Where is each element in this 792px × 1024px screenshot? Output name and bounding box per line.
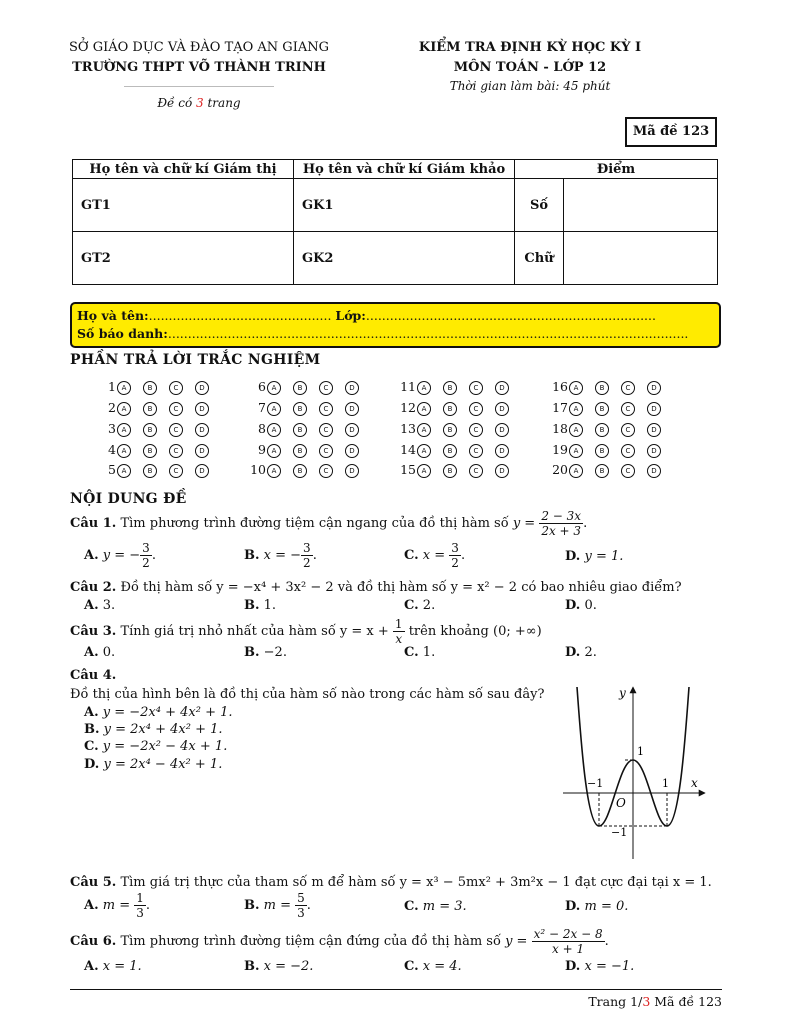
proctor-1-cell[interactable]: GT1 [73, 179, 294, 232]
answer-row-number: 9 [258, 442, 266, 457]
answer-row-number: 3 [108, 421, 116, 436]
q4-option-b[interactable]: B. y = 2x⁴ + 4x² + 1. [84, 722, 223, 737]
answer-row [552, 462, 673, 478]
graph-neg-one-y: −1 [611, 826, 628, 839]
answer-bubble[interactable]: B [293, 444, 307, 458]
answer-row-number: 4 [108, 442, 116, 457]
question-4-label: Câu 4. [70, 668, 117, 683]
answer-bubble[interactable]: A [569, 444, 583, 458]
question-3: Câu 3. Tính giá trị nhỏ nhất của hàm số y = x + $\frac{1}{x}$ trên khoảng (0; +∞) [70, 617, 542, 646]
answer-row [250, 462, 371, 478]
answer-bubble[interactable]: D [647, 464, 661, 478]
answer-bubble[interactable]: A [417, 423, 431, 437]
answer-row-number: 15 [400, 462, 416, 477]
answer-row-number: 16 [552, 379, 568, 394]
exam-subject: MÔN TOÁN - LỚP 12 [453, 60, 607, 75]
graph-x-label: x [691, 776, 698, 790]
answer-bubble[interactable]: D [495, 444, 509, 458]
student-info-box [70, 302, 721, 348]
header-divider [124, 86, 274, 87]
question-6: Câu 6. Tìm phương trình đường tiệm cận đứng của đồ thị hàm số y = $\frac{\text{x² − 2x − 8}}{x + 1}$ . [70, 927, 609, 956]
grader-header: Họ tên và chữ kí Giám khảo [294, 160, 515, 179]
exam-code-box: Mã đề 123 [625, 117, 717, 147]
proctor-2-cell[interactable]: GT2 [73, 232, 294, 285]
answer-row [552, 421, 673, 437]
answer-bubble[interactable]: C [319, 423, 333, 437]
answer-row [400, 462, 521, 478]
answer-bubble[interactable]: A [417, 402, 431, 416]
q1-option-c[interactable]: C. x = $\frac{3}{2}$ . [404, 541, 466, 570]
answer-bubble[interactable]: D [345, 464, 359, 478]
graph-one-y: 1 [637, 745, 644, 758]
question-5: Câu 5. Tìm giá trị thực của tham số m để hàm số y = x³ − 5mx² + 3m²x − 1 đạt cực đại tại x = 1. [70, 875, 712, 890]
answer-bubble[interactable]: D [495, 464, 509, 478]
answer-bubble[interactable]: B [443, 444, 457, 458]
exam-title: KIỂM TRA ĐỊNH KỲ HỌC KỲ I [418, 40, 642, 55]
answer-bubble[interactable]: C [621, 423, 635, 437]
answer-row-number: 18 [552, 421, 568, 436]
answer-row [100, 421, 221, 437]
q1-option-a[interactable]: A. y = − $\frac{3}{2}$ . [84, 541, 156, 570]
answer-bubble[interactable]: C [319, 402, 333, 416]
answer-bubble[interactable]: A [569, 402, 583, 416]
school-name: TRƯỜNG THPT VÕ THÀNH TRINH [72, 60, 326, 75]
q4-option-c[interactable]: C. y = −2x² − 4x + 1. [84, 739, 228, 754]
answer-bubble[interactable]: B [595, 423, 609, 437]
answer-row-number: 8 [258, 421, 266, 436]
answer-bubble[interactable]: A [417, 381, 431, 395]
answer-row-number: 12 [400, 400, 416, 415]
answer-row [250, 442, 371, 458]
answer-bubble[interactable]: B [143, 444, 157, 458]
q6-option-c[interactable]: C. x = 4. [404, 959, 462, 974]
answer-bubble[interactable]: D [345, 423, 359, 437]
answer-bubble[interactable]: A [117, 381, 131, 395]
answer-row [250, 421, 371, 437]
answer-bubble[interactable]: C [469, 444, 483, 458]
exam-duration: Thời gian làm bài: 45 phút [449, 79, 611, 93]
answer-bubble[interactable]: A [267, 381, 281, 395]
q4-option-a[interactable]: A. y = −2x⁴ + 4x² + 1. [84, 705, 233, 720]
answer-bubble[interactable]: C [169, 381, 183, 395]
answer-bubble[interactable]: C [469, 402, 483, 416]
answer-bubble[interactable]: A [569, 423, 583, 437]
answer-bubble[interactable]: B [595, 402, 609, 416]
q6-option-d[interactable]: D. x = −1. [565, 959, 635, 974]
q5-option-b[interactable]: B. m = $\frac{5}{3}$ . [244, 891, 311, 920]
grader-2-cell[interactable]: GK2 [294, 232, 515, 285]
answer-bubble[interactable]: D [345, 402, 359, 416]
answer-bubble[interactable]: D [195, 444, 209, 458]
q6-option-b[interactable]: B. x = −2. [244, 959, 314, 974]
student-name-row[interactable]: Họ và tên:.............................................. Lớp:......................................................................... [77, 308, 656, 323]
answer-row [100, 379, 221, 395]
footer-divider [70, 989, 722, 990]
answer-row-number: 5 [108, 462, 116, 477]
graph-neg-one-x: −1 [587, 777, 604, 790]
answer-bubble[interactable]: C [621, 444, 635, 458]
answer-bubble[interactable]: B [143, 464, 157, 478]
answer-row [100, 400, 221, 416]
answer-row [100, 462, 221, 478]
answer-bubble[interactable]: D [345, 444, 359, 458]
answer-bubble[interactable]: D [195, 464, 209, 478]
q5-option-c[interactable]: C. m = 3. [404, 899, 467, 914]
answer-bubble[interactable]: A [117, 423, 131, 437]
content-section-title: NỘI DUNG ĐỀ [70, 491, 187, 507]
answer-row-number: 19 [552, 442, 568, 457]
score-number-cell[interactable] [564, 179, 718, 232]
answer-bubble[interactable]: B [293, 402, 307, 416]
score-number-label: Số [515, 179, 564, 232]
q4-option-d[interactable]: D. y = 2x⁴ − 4x² + 1. [84, 757, 223, 772]
answer-row-number: 13 [400, 421, 416, 436]
answer-row [100, 442, 221, 458]
answer-bubble[interactable]: C [319, 444, 333, 458]
answer-bubble[interactable]: B [143, 402, 157, 416]
page-footer: Trang 1/3 Mã đề 123 [588, 994, 722, 1009]
answer-row [552, 400, 673, 416]
answer-bubble[interactable]: C [621, 381, 635, 395]
answer-bubble[interactable]: D [495, 402, 509, 416]
answer-bubble[interactable]: B [143, 381, 157, 395]
page-count: Đề có 3 trang [157, 96, 241, 110]
answer-bubble[interactable]: D [647, 381, 661, 395]
answer-bubble[interactable]: D [195, 381, 209, 395]
answer-bubble[interactable]: B [443, 423, 457, 437]
answer-bubble[interactable]: B [293, 423, 307, 437]
answer-bubble[interactable]: C [169, 464, 183, 478]
answer-bubble[interactable]: A [569, 464, 583, 478]
answer-bubble[interactable]: B [443, 402, 457, 416]
answer-bubble[interactable]: A [417, 464, 431, 478]
answer-row-number: 11 [400, 379, 416, 394]
answer-bubble[interactable]: C [621, 402, 635, 416]
answer-bubble[interactable]: A [417, 444, 431, 458]
q2-option-a[interactable]: A. 3. [84, 598, 116, 613]
q1-option-d[interactable]: D. y = 1. [565, 549, 624, 564]
answer-row-number: 20 [552, 462, 568, 477]
answer-bubble[interactable]: C [621, 464, 635, 478]
answer-bubble[interactable]: B [443, 464, 457, 478]
answer-bubble[interactable]: A [267, 464, 281, 478]
answer-row-number: 17 [552, 400, 568, 415]
answer-bubble[interactable]: A [267, 444, 281, 458]
q3-option-a[interactable]: A. 0. [84, 645, 116, 660]
question-1: Câu 1. Tìm phương trình đường tiệm cận ngang của đồ thị hàm số y = $\frac{2 - 3x}{2x + 3}$ . [70, 509, 588, 538]
q2-option-b[interactable]: B. 1. [244, 598, 277, 613]
answer-section-title: PHẦN TRẢ LỜI TRẮC NGHIỆM [70, 352, 321, 368]
q2-option-d[interactable]: D. 0. [565, 598, 597, 613]
answer-bubble[interactable]: B [293, 381, 307, 395]
answer-bubble[interactable]: D [647, 423, 661, 437]
grader-1-cell[interactable]: GK1 [294, 179, 515, 232]
answer-bubble[interactable]: B [443, 381, 457, 395]
department-name: SỞ GIÁO DỤC VÀ ĐÀO TẠO AN GIANG [69, 40, 329, 55]
answer-bubble[interactable]: C [469, 464, 483, 478]
answer-bubble[interactable]: A [117, 444, 131, 458]
answer-bubble[interactable]: C [169, 402, 183, 416]
q5-option-d[interactable]: D. m = 0. [565, 899, 629, 914]
answer-bubble[interactable]: D [195, 423, 209, 437]
score-header: Điểm [515, 160, 718, 179]
answer-bubble[interactable]: C [469, 381, 483, 395]
answer-row-number: 6 [258, 379, 266, 394]
answer-bubble[interactable]: C [169, 423, 183, 437]
q6-option-a[interactable]: A. x = 1. [84, 959, 142, 974]
answer-row [552, 442, 673, 458]
answer-row [552, 379, 673, 395]
answer-row-number: 2 [108, 400, 116, 415]
answer-bubble[interactable]: D [345, 381, 359, 395]
answer-bubble[interactable]: D [495, 381, 509, 395]
answer-row [250, 379, 371, 395]
answer-row [400, 379, 521, 395]
graph-y-label: y [619, 686, 626, 700]
score-word-label: Chữ [515, 232, 564, 285]
q2-option-c[interactable]: C. 2. [404, 598, 436, 613]
graph-one-x: 1 [662, 777, 669, 790]
q1-option-b[interactable]: B. x = − $\frac{3}{2}$ . [244, 541, 317, 570]
answer-row-number: 10 [250, 462, 266, 477]
question-4: Đồ thị của hình bên là đồ thị của hàm số nào trong các hàm số sau đây? [70, 687, 545, 702]
answer-bubble[interactable]: B [595, 381, 609, 395]
grading-table [72, 159, 718, 285]
answer-bubble[interactable]: D [495, 423, 509, 437]
graph-origin: O [616, 796, 626, 810]
answer-bubble[interactable]: D [195, 402, 209, 416]
quartic-graph [555, 683, 715, 868]
question-2: Câu 2. Đồ thị hàm số y = −x⁴ + 3x² − 2 và đồ thị hàm số y = x² − 2 có bao nhiêu giao điểm? [70, 580, 682, 595]
answer-bubble[interactable]: B [143, 423, 157, 437]
answer-bubble[interactable]: C [169, 444, 183, 458]
answer-row [400, 400, 521, 416]
answer-row-number: 14 [400, 442, 416, 457]
answer-bubble[interactable]: D [647, 444, 661, 458]
answer-bubble[interactable]: A [569, 381, 583, 395]
q5-option-a[interactable]: A. m = $\frac{1}{3}$ . [84, 891, 151, 920]
answer-bubble[interactable]: D [647, 402, 661, 416]
answer-bubble[interactable]: C [319, 381, 333, 395]
answer-bubble[interactable]: A [267, 402, 281, 416]
answer-row [400, 442, 521, 458]
q3-option-d[interactable]: D. 2. [565, 645, 597, 660]
answer-bubble[interactable]: C [319, 464, 333, 478]
answer-bubble[interactable]: C [469, 423, 483, 437]
answer-bubble[interactable]: A [117, 402, 131, 416]
answer-row-number: 1 [108, 379, 116, 394]
proctor-header: Họ tên và chữ kí Giám thị [73, 160, 294, 179]
answer-bubble[interactable]: B [595, 444, 609, 458]
answer-bubble[interactable]: B [595, 464, 609, 478]
q3-option-c[interactable]: C. 1. [404, 645, 436, 660]
answer-row [250, 400, 371, 416]
answer-bubble[interactable]: B [293, 464, 307, 478]
answer-bubble[interactable]: A [267, 423, 281, 437]
answer-bubble[interactable]: A [117, 464, 131, 478]
score-word-cell[interactable] [564, 232, 718, 285]
answer-row-number: 7 [258, 400, 266, 415]
q3-option-b[interactable]: B. −2. [244, 645, 287, 660]
answer-row [400, 421, 521, 437]
student-id-row[interactable]: Số báo danh:................................................................................................................................... [77, 326, 689, 341]
